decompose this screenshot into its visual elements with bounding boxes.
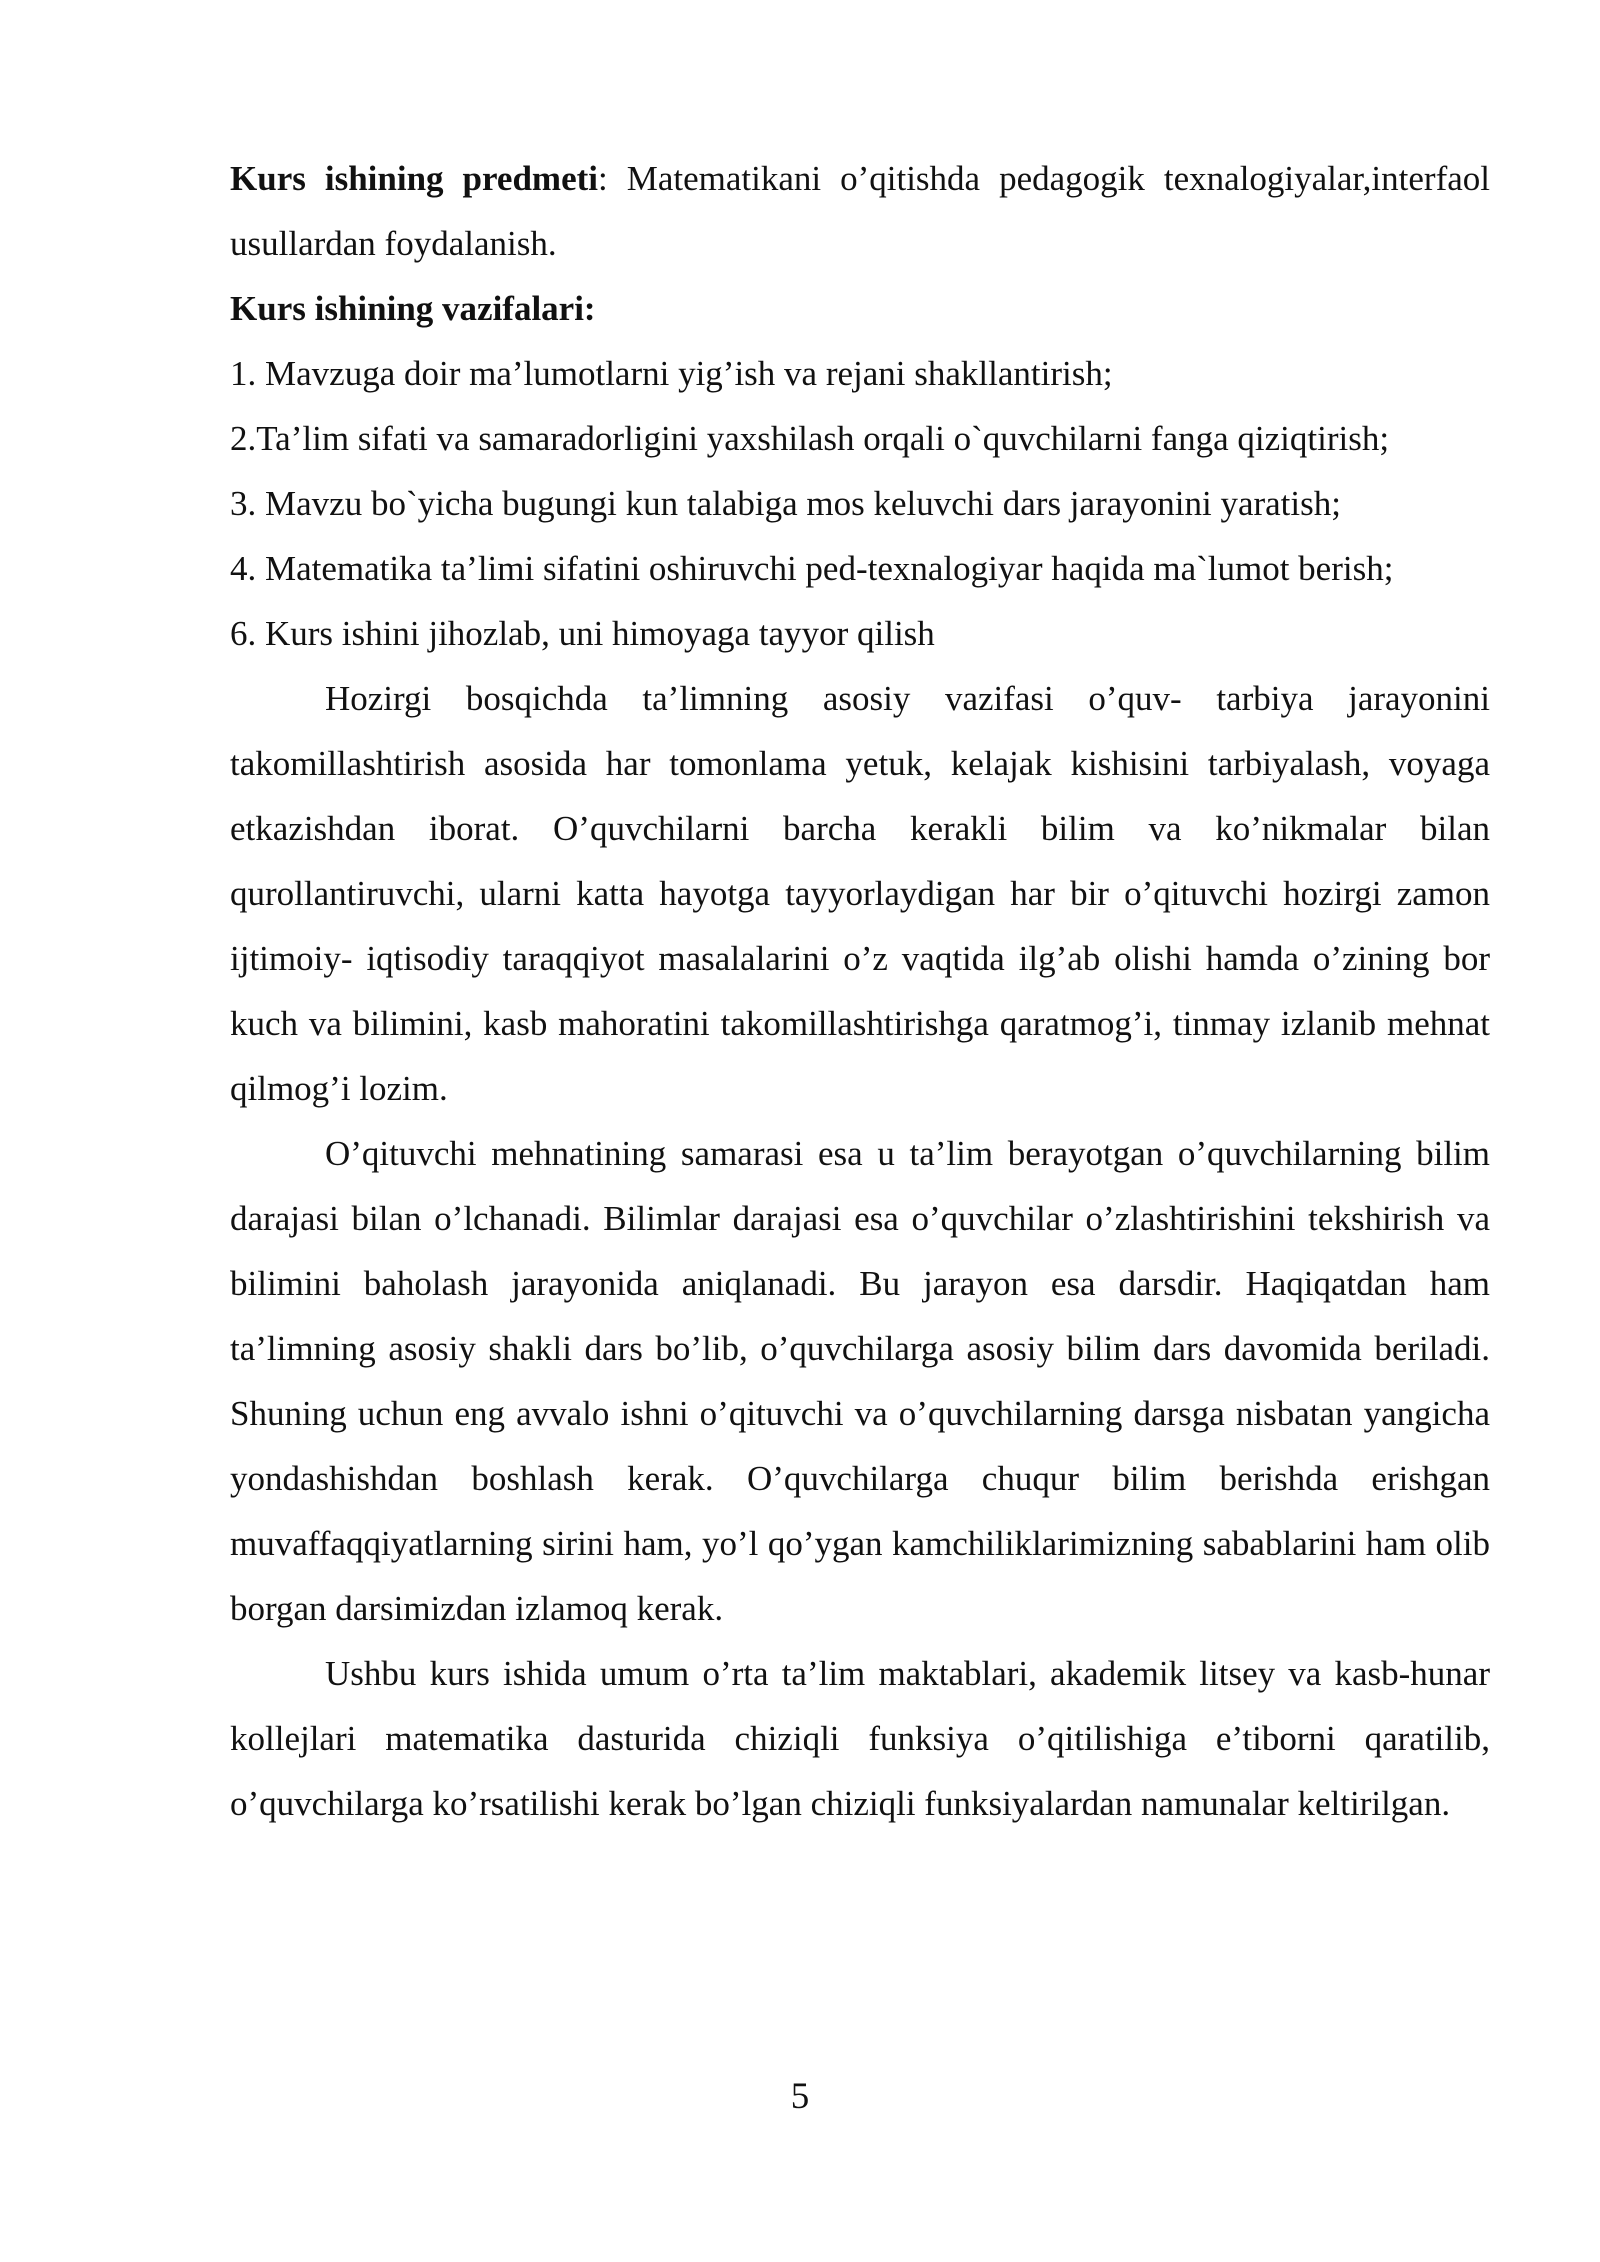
body-paragraph-3: Ushbu kurs ishida umum o’rta ta’lim maktablari, akademik litsey va kasb-hunar kollejlari matematika dasturida chiziqli funksiya o’qitilishiga e’tiborni qaratilib, o’quvchilarga ko’rsatilishi kerak bo’lgan chiziqli funksiyalardan namunalar keltirilgan.	[230, 1654, 1490, 1823]
task-item-4: 4. Matematika ta’limi sifatini oshiruvchi ped-texnalogiyar haqida ma`lumot berish;	[230, 549, 1394, 588]
page-content	[230, 146, 1490, 1836]
subject-colon: :	[597, 159, 608, 198]
page-number: 5	[790, 2076, 810, 2117]
task-item-3: 3. Mavzu bo`yicha bugungi kun talabiga mos keluvchi dars jarayonini yaratish;	[230, 484, 1341, 523]
body-paragraph-1: Hozirgi bosqichda ta’limning asosiy vazifasi o’quv- tarbiya jarayonini takomillashtirish asosida har tomonlama yetuk, kelajak kishisini tarbiyalash, voyaga etkazishdan iborat. O’quvchilarni barcha kerakli bilim va ko’nikmalar bilan qurollantiruvchi, ularni katta hayotga tayyorlaydigan har bir o’qituvchi hozirgi zamon ijtimoiy- iqtisodiy taraqqiyot masalalarini o’z vaqtida ilg’ab olishi hamda o’zining bor kuch va bilimini, kasb mahoratini takomillashtirishga qaratmog’i, tinmay izlanib mehnat qilmog’i lozim.	[230, 679, 1490, 1108]
task-item-1: 1. Mavzuga doir ma’lumotlarni yig’ish va rejani shakllantirish;	[230, 354, 1113, 393]
subject-paragraph	[230, 146, 1490, 276]
task-item-2: 2.Ta’lim sifati va samaradorligini yaxshilash orqali o`quvchilarni fanga qiziqtirish;	[230, 419, 1390, 458]
tasks-heading: Kurs ishining vazifalari:	[230, 289, 596, 328]
body-paragraph-2: O’qituvchi mehnatining samarasi esa u ta’lim berayotgan o’quvchilarning bilim darajasi bilan o’lchanadi. Bilimlar darajasi esa o’quvchilar o’zlashtirishini tekshirish va bilimini baholash jarayonida aniqlanadi. Bu jarayon esa darsdir. Haqiqatdan ham ta’limning asosiy shakli dars bo’lib, o’quvchilarga asosiy bilim dars davomida beriladi. Shuning uchun eng avvalo ishni o’qituvchi va o’quvchilarning darsga nisbatan yangicha yondashishdan boshlash kerak. O’quvchilarga chuqur bilim berishda erishgan muvaffaqqiyatlarning sirini ham, yo’l qo’ygan kamchiliklarimizning sabablarini ham olib borgan darsimizdan izlamoq kerak.	[230, 1134, 1490, 1628]
subject-text: Matematikani o’qitishda pedagogik texnalogiyalar,interfaol usullardan foydalanish.	[230, 159, 1490, 263]
task-item-6: 6. Kurs ishini jihozlab, uni himoyaga tayyor qilish	[230, 614, 935, 653]
subject-label: Kurs ishining predmeti	[230, 159, 598, 198]
